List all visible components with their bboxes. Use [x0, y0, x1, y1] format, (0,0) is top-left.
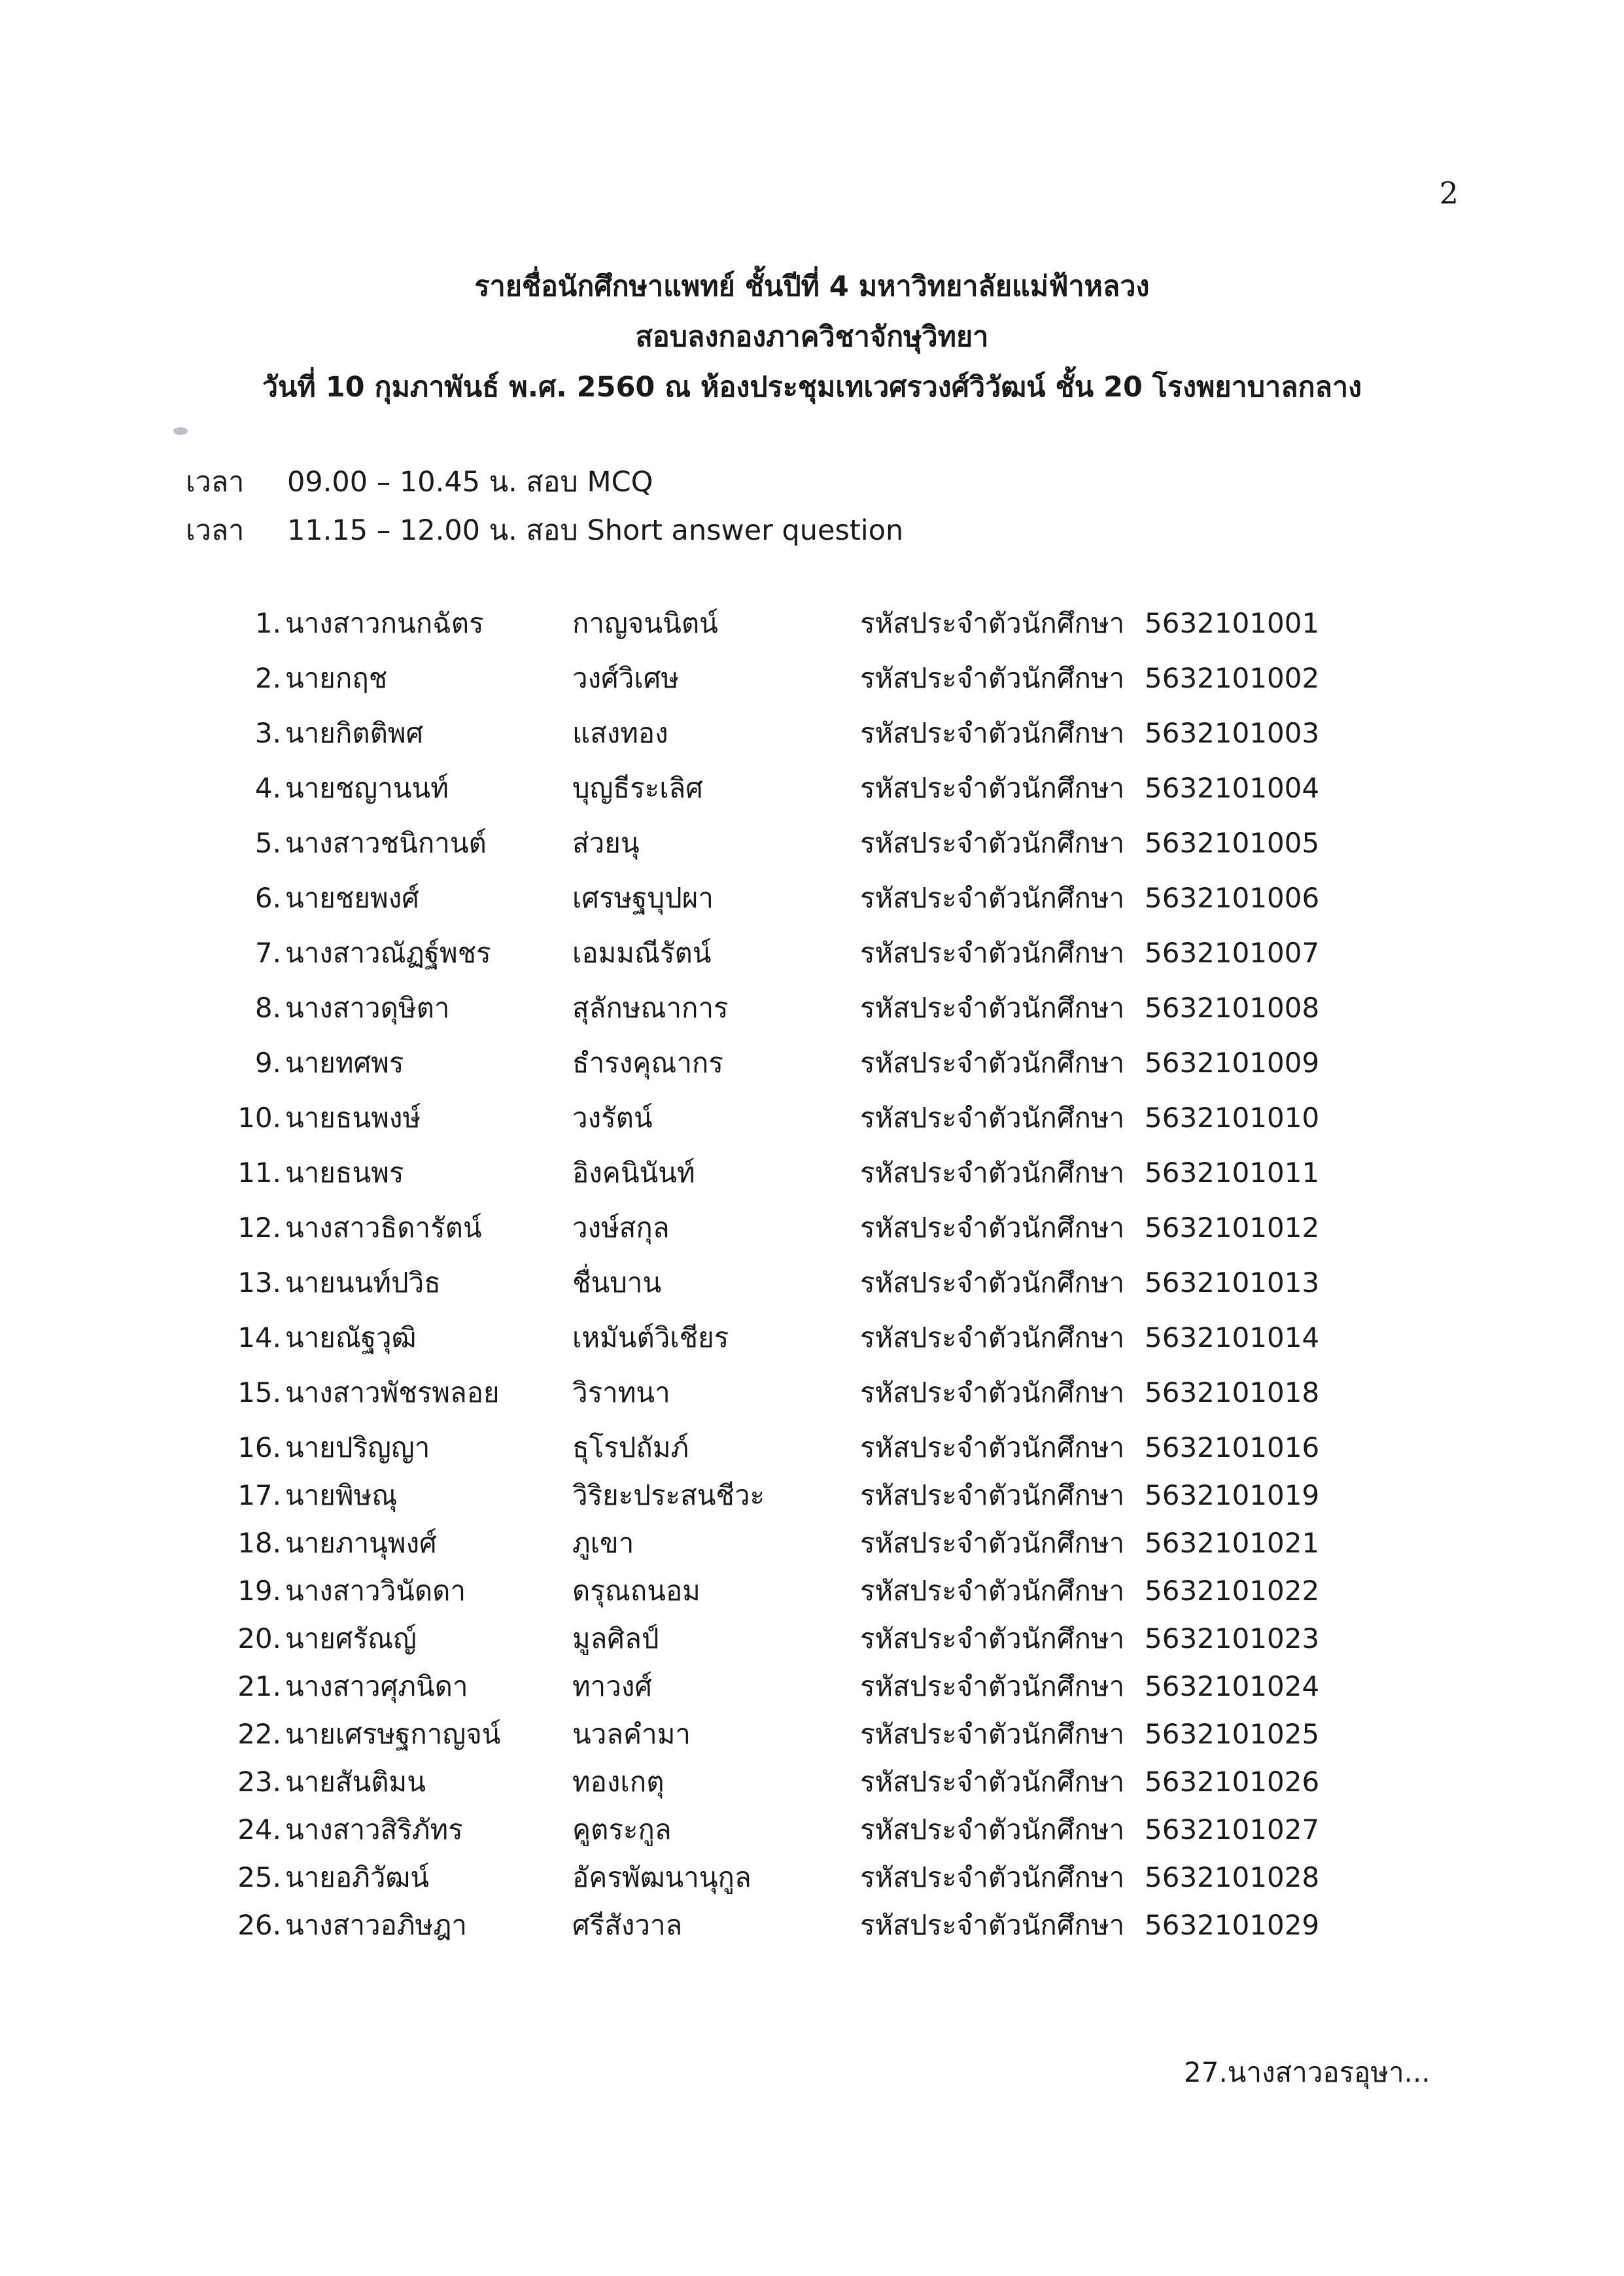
header-title: รายชื่อนักศึกษาแพทย์ ชั้นปีที่ 4 มหาวิทยาลัยแม่ฟ้าหลวง [474, 270, 1150, 303]
student-last-name: ส่วยนุ [572, 827, 640, 859]
student-id: 5632101007 [1145, 937, 1320, 969]
student-last-name: อิงคนินันท์ [572, 1157, 695, 1189]
student-id-label: รหัสประจำตัวนักศึกษา [860, 1267, 1125, 1299]
student-number: 23. [237, 1766, 281, 1798]
schedule-text: 09.00 – 10.45 น. สอบ MCQ [287, 466, 653, 499]
student-first-name: นายปริญญา [285, 1431, 430, 1463]
student-row [235, 1714, 1413, 1762]
student-id: 5632101013 [1145, 1267, 1320, 1299]
student-id: 5632101023 [1145, 1622, 1320, 1654]
student-number: 16. [237, 1431, 281, 1463]
student-row [235, 933, 1413, 988]
student-id: 5632101029 [1145, 1909, 1320, 1941]
student-list [235, 603, 1413, 1953]
student-last-name: วงศ์วิเศษ [572, 662, 680, 694]
student-last-name: ทองเกตุ [572, 1766, 665, 1798]
student-id: 5632101026 [1145, 1766, 1320, 1798]
continuation-note: 27.นางสาวอรอุษา... [1184, 2056, 1430, 2088]
student-id-label: รหัสประจำตัวนักศึกษา [860, 1479, 1125, 1511]
student-id-label: รหัสประจำตัวนักศึกษา [860, 1376, 1125, 1409]
student-first-name: นางสาวกนกฉัตร [285, 607, 484, 639]
student-number: 24. [237, 1813, 281, 1846]
document-header [0, 262, 1624, 413]
student-last-name: ชื่นบาน [572, 1267, 662, 1299]
student-first-name: นายนนท์ปวิธ [285, 1267, 441, 1299]
student-id-label: รหัสประจำตัวนักศึกษา [860, 1102, 1125, 1134]
student-row [235, 1043, 1413, 1098]
student-last-name: ศรีสังวาล [572, 1909, 683, 1941]
student-first-name: นายศรัณญ์ [285, 1622, 417, 1654]
student-row [235, 713, 1413, 768]
student-last-name: ภูเขา [572, 1527, 634, 1559]
student-last-name: วิราทนา [572, 1376, 670, 1409]
student-first-name: นางสาวชนิกานต์ [285, 827, 487, 859]
student-last-name: มูลศิลป์ [572, 1622, 659, 1654]
student-first-name: นางสาวอภิษฎา [285, 1909, 467, 1941]
student-id-label: รหัสประจำตัวนักศึกษา [860, 1322, 1125, 1354]
student-first-name: นายทศพร [285, 1047, 404, 1079]
student-id-label: รหัสประจำตัวนักศึกษา [860, 1047, 1125, 1079]
student-id: 5632101009 [1145, 1047, 1320, 1079]
student-row [235, 1263, 1413, 1318]
student-number: 17. [237, 1479, 281, 1511]
student-number: 5. [254, 827, 281, 859]
student-row [235, 988, 1413, 1043]
student-number: 1. [254, 607, 281, 639]
student-last-name: นวลคำมา [572, 1718, 691, 1750]
student-first-name: นายธนพงษ์ [285, 1102, 421, 1134]
student-row [235, 878, 1413, 933]
student-number: 8. [254, 992, 281, 1024]
scan-speck [173, 427, 188, 435]
student-last-name: ทาวงศ์ [572, 1670, 653, 1702]
student-first-name: นางสาวสิริภัทร [285, 1813, 463, 1846]
student-first-name: นางสาวศุภนิดา [285, 1670, 468, 1702]
schedule-row-mcq [186, 458, 903, 506]
student-number: 14. [237, 1322, 281, 1354]
student-id-label: รหัสประจำตัวนักศึกษา [860, 772, 1125, 804]
student-id-label: รหัสประจำตัวนักศึกษา [860, 1718, 1125, 1750]
student-id-label: รหัสประจำตัวนักศึกษา [860, 992, 1125, 1024]
student-row [235, 1098, 1413, 1153]
student-id-label: รหัสประจำตัวนักศึกษา [860, 1909, 1125, 1941]
student-id: 5632101008 [1145, 992, 1320, 1024]
student-id-label: รหัสประจำตัวนักศึกษา [860, 1575, 1125, 1607]
student-id-label: รหัสประจำตัวนักศึกษา [860, 1813, 1125, 1846]
student-row [235, 1318, 1413, 1373]
student-id: 5632101012 [1145, 1212, 1320, 1244]
student-first-name: นายชยพงศ์ [285, 882, 419, 914]
student-first-name: นายภานุพงศ์ [285, 1527, 437, 1559]
student-id: 5632101025 [1145, 1718, 1320, 1750]
student-number: 10. [237, 1102, 281, 1134]
student-number: 12. [237, 1212, 281, 1244]
student-id: 5632101001 [1145, 607, 1320, 639]
student-id: 5632101010 [1145, 1102, 1320, 1134]
student-first-name: นายณัฐวุฒิ [285, 1322, 417, 1354]
student-first-name: นายเศรษฐกาญจน์ [285, 1718, 501, 1750]
student-last-name: แสงทอง [572, 717, 668, 749]
student-number: 6. [254, 882, 281, 914]
student-number: 18. [237, 1527, 281, 1559]
student-id: 5632101011 [1145, 1157, 1320, 1189]
student-row [235, 1762, 1413, 1810]
student-id: 5632101014 [1145, 1322, 1320, 1354]
student-number: 26. [237, 1909, 281, 1941]
student-id: 5632101024 [1145, 1670, 1320, 1702]
exam-schedule [186, 458, 903, 555]
student-number: 9. [254, 1047, 281, 1079]
student-id: 5632101019 [1145, 1479, 1320, 1511]
student-row [235, 1666, 1413, 1714]
student-first-name: นางสาวพัชรพลอย [285, 1376, 500, 1409]
schedule-text: 11.15 – 12.00 น. สอบ Short answer question [287, 514, 904, 547]
student-id: 5632101005 [1145, 827, 1320, 859]
student-row [235, 823, 1413, 878]
student-id: 5632101002 [1145, 662, 1320, 694]
student-id-label: รหัสประจำตัวนักศึกษา [860, 717, 1125, 749]
student-number: 19. [237, 1575, 281, 1607]
student-number: 15. [237, 1376, 281, 1409]
student-last-name: ธุโรปถัมภ์ [572, 1431, 689, 1463]
student-row [235, 1208, 1413, 1263]
schedule-label: เวลา [186, 466, 245, 499]
student-last-name: ธำรงคุณากร [572, 1047, 723, 1079]
student-first-name: นางสาววินัดดา [285, 1575, 466, 1607]
student-number: 22. [237, 1718, 281, 1750]
student-number: 20. [237, 1622, 281, 1654]
page-number: 2 [1439, 175, 1459, 211]
student-id: 5632101018 [1145, 1376, 1320, 1409]
student-id-label: รหัสประจำตัวนักศึกษา [860, 1622, 1125, 1654]
student-row [235, 1571, 1413, 1619]
student-number: 11. [237, 1157, 281, 1189]
student-id-label: รหัสประจำตัวนักศึกษา [860, 1670, 1125, 1702]
student-id: 5632101004 [1145, 772, 1320, 804]
student-id-label: รหัสประจำตัวนักศึกษา [860, 882, 1125, 914]
student-id: 5632101027 [1145, 1813, 1320, 1846]
header-date-venue: วันที่ 10 กุมภาพันธ์ พ.ศ. 2560 ณ ห้องประชุมเทเวศรวงศ์วิวัฒน์ ชั้น 20 โรงพยาบาลกลาง [262, 371, 1362, 404]
student-id-label: รหัสประจำตัวนักศึกษา [860, 1431, 1125, 1463]
student-first-name: นายอภิวัฒน์ [285, 1861, 430, 1893]
student-id: 5632101028 [1145, 1861, 1320, 1893]
student-last-name: กาญจนนิตน์ [572, 607, 718, 639]
student-number: 3. [254, 717, 281, 749]
student-id: 5632101022 [1145, 1575, 1320, 1607]
student-id-label: รหัสประจำตัวนักศึกษา [860, 662, 1125, 694]
student-id: 5632101003 [1145, 717, 1320, 749]
student-last-name: เอมมณีรัตน์ [572, 937, 712, 969]
student-last-name: บุญธีระเลิศ [572, 772, 703, 804]
student-row [235, 1523, 1413, 1571]
student-row [235, 658, 1413, 713]
student-row [235, 1905, 1413, 1953]
student-row [235, 603, 1413, 658]
student-number: 2. [254, 662, 281, 694]
student-first-name: นางสาวธิดารัตน์ [285, 1212, 482, 1244]
student-last-name: วิริยะประสนชีวะ [572, 1479, 765, 1511]
schedule-row-short-answer [186, 506, 903, 555]
student-id: 5632101006 [1145, 882, 1320, 914]
student-id: 5632101016 [1145, 1431, 1320, 1463]
student-id-label: รหัสประจำตัวนักศึกษา [860, 1766, 1125, 1798]
student-id-label: รหัสประจำตัวนักศึกษา [860, 827, 1125, 859]
student-last-name: คูตระกูล [572, 1813, 672, 1846]
student-first-name: นายกฤช [285, 662, 388, 694]
student-first-name: นายพิษณุ [285, 1479, 398, 1511]
student-last-name: เหมันต์วิเชียร [572, 1322, 729, 1354]
student-first-name: นายกิตติพศ [285, 717, 424, 749]
student-number: 4. [254, 772, 281, 804]
student-first-name: นางสาวณัฏฐ์พชร [285, 937, 491, 969]
student-id: 5632101021 [1145, 1527, 1320, 1559]
student-row [235, 1475, 1413, 1523]
student-number: 25. [237, 1861, 281, 1893]
student-number: 21. [237, 1670, 281, 1702]
student-row [235, 1857, 1413, 1905]
student-number: 13. [237, 1267, 281, 1299]
student-id-label: รหัสประจำตัวนักศึกษา [860, 1212, 1125, 1244]
student-id-label: รหัสประจำตัวนักศึกษา [860, 1157, 1125, 1189]
student-row [235, 1810, 1413, 1857]
student-id-label: รหัสประจำตัวนักศึกษา [860, 1861, 1125, 1893]
student-number: 7. [254, 937, 281, 969]
student-last-name: เศรษฐบุปผา [572, 882, 714, 914]
student-id-label: รหัสประจำตัวนักศึกษา [860, 1527, 1125, 1559]
student-first-name: นายธนพร [285, 1157, 404, 1189]
student-id-label: รหัสประจำตัวนักศึกษา [860, 937, 1125, 969]
student-last-name: วงรัตน์ [572, 1102, 653, 1134]
header-subtitle: สอบลงกองภาควิชาจักษุวิทยา [635, 321, 989, 353]
student-id-label: รหัสประจำตัวนักศึกษา [860, 607, 1125, 639]
student-last-name: สุลักษณาการ [572, 992, 729, 1024]
student-last-name: ดรุณถนอม [572, 1575, 700, 1607]
student-first-name: นายชญานนท์ [285, 772, 449, 804]
schedule-label: เวลา [186, 514, 245, 547]
student-row [235, 768, 1413, 823]
student-first-name: นายสันติมน [285, 1766, 426, 1798]
student-row [235, 1153, 1413, 1208]
student-row [235, 1427, 1413, 1475]
student-last-name: วงษ์สกุล [572, 1212, 670, 1244]
student-row [235, 1619, 1413, 1666]
student-last-name: อัครพัฒนานุกูล [572, 1861, 752, 1893]
student-row [235, 1373, 1413, 1427]
student-first-name: นางสาวดุษิตา [285, 992, 450, 1024]
